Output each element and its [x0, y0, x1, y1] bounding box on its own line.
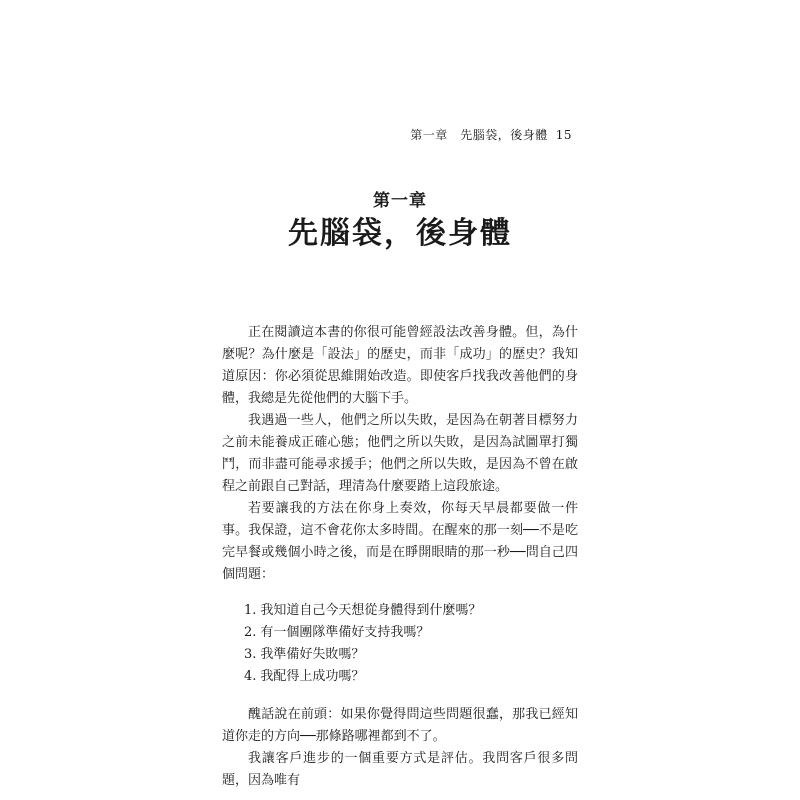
question-text: 我知道自己今天想從身體得到什麼嗎？: [260, 603, 482, 618]
question-number: 3.: [244, 647, 257, 662]
chapter-label: 第一章: [373, 191, 427, 211]
question-text: 我準備好失敗嗎？: [260, 647, 365, 662]
question-text: 我配得上成功嗎？: [260, 669, 365, 684]
question-number: 2.: [244, 625, 257, 640]
question-number: 4.: [244, 669, 257, 684]
running-header-title: 第一章 先腦袋，後身體: [410, 128, 548, 142]
question-item: [244, 600, 578, 622]
question-item: [244, 666, 578, 688]
paragraph: 若要讓我的方法在你身上奏效，你每天早晨都要做一件事。我保證，這不會花你太多時間。在醒來的那一刻──不是吃完早餐或幾個小時之後，而是在睜開眼睛的那一秒──問自己四個問題：: [222, 501, 578, 582]
question-item: [244, 622, 578, 644]
paragraph: 正在閱讀這本書的你很可能曾經設法改善身體。但，為什麼呢？為什麼是「設法」的歷史，而非「成功」的歷史？我知道原因：你必須從思維開始改造。即使客戶找我改善他們的身體，我總是先從他們的大腦下手。: [222, 325, 578, 406]
question-text: 有一個團隊準備好支持我嗎？: [260, 625, 430, 640]
paragraph: 我遇過一些人，他們之所以失敗，是因為在朝著目標努力之前未能養成正確心態；他們之所以失敗，是因為試圖單打獨鬥，而非盡可能尋求援手；他們之所以失敗，是因為不曾在啟程之前跟自己對話，理清為什麼要踏上這段旅途。: [222, 413, 578, 494]
paragraph: 醜話說在前頭：如果你覺得問這些問題很蠢，那我已經知道你走的方向──那條路哪裡都到不了。: [222, 707, 578, 744]
question-list: [222, 600, 578, 688]
question-item: [244, 644, 578, 666]
question-number: 1.: [244, 603, 257, 618]
page-number: 15: [555, 128, 572, 142]
chapter-title: 先腦袋，後身體: [288, 216, 512, 251]
body-text: [222, 322, 578, 792]
paragraph: 我讓客戶進步的一個重要方式是評估。我問客戶很多問題，因為唯有: [222, 751, 578, 788]
running-header: [410, 126, 572, 143]
